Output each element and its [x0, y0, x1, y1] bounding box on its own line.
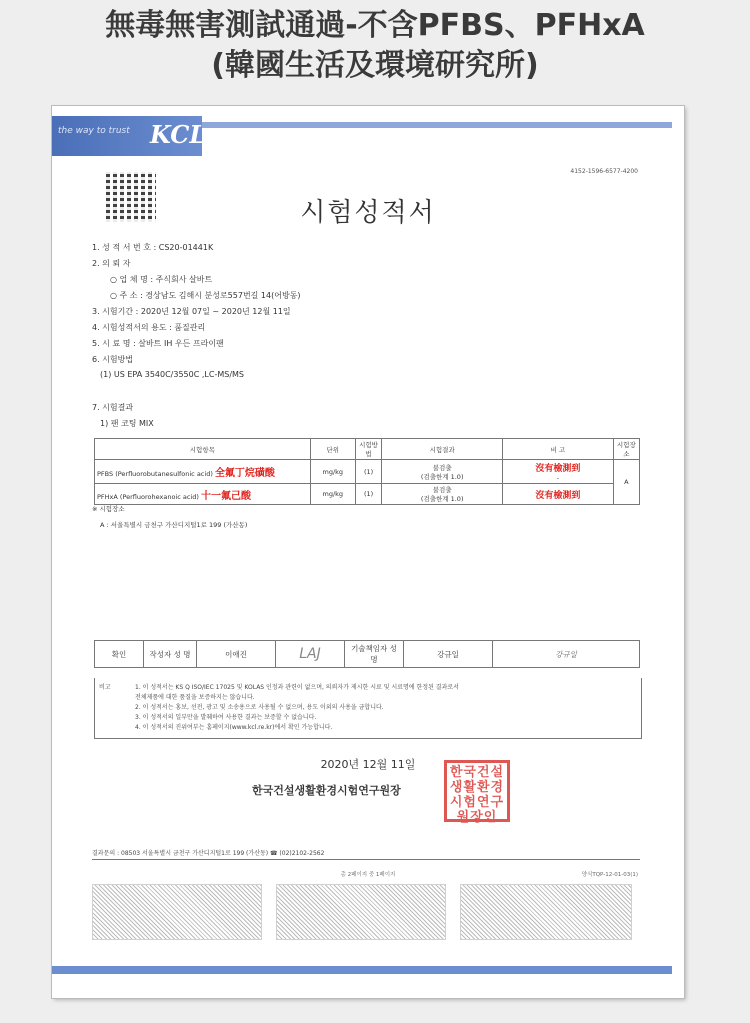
confirm-label: 확인: [95, 641, 144, 668]
writer-signature: LAJ: [276, 641, 345, 668]
result-limit: (검출한계 1.0): [420, 472, 464, 481]
field-company: ○ 업 체 명 : 주식회사 살바트: [110, 275, 213, 284]
row-remark: [503, 460, 613, 484]
row-unit: mg/kg: [310, 484, 355, 505]
seal-line: 원장인: [456, 810, 498, 825]
seal-line: 한국건설: [449, 765, 505, 780]
signature-table: [94, 640, 640, 668]
note-item: 3. 이 성적서의 일부만을 발췌하여 사용한 결과는 보증할 수 없습니다.: [135, 714, 317, 721]
security-pattern: [276, 884, 446, 940]
remark-value: 沒有檢測到: [535, 490, 581, 501]
place-note: A : 서울특별시 금천구 가산디지털1로 199 (가산동): [100, 521, 248, 529]
col-unit: 단위: [310, 439, 355, 460]
col-method: 시험방법: [355, 439, 381, 460]
field-report-number: 1. 성 적 서 번 호 : CS20-01441K: [92, 243, 214, 252]
field-test-period: 3. 시험기간 : 2020년 12월 07일 ~ 2020년 12월 11일: [92, 307, 291, 316]
field-sample: 5. 시 료 명 : 살바트 IH 우든 프라이팬: [92, 339, 224, 348]
footer-band: [52, 966, 672, 974]
col-remark: 비 고: [503, 439, 613, 460]
report-title: 시험성적서: [300, 198, 436, 228]
note-item: 1. 이 성적서는 KS Q ISO/IEC 17025 및 KOLAS 인정과 관련이 없으며, 의뢰자가 제시한 시료 및 시료명에 한정된 결과로서: [135, 684, 459, 691]
field-client: 2. 의 뢰 자: [92, 259, 131, 268]
contact-footer: 결과문의 : 08503 서울특별시 금천구 가산디지털1로 199 (가산동) ☎ (02)2102-2562: [92, 848, 640, 860]
row-method: (1): [355, 460, 381, 484]
row-item: [95, 484, 311, 505]
security-pattern: [460, 884, 632, 940]
brand-line: [202, 122, 672, 128]
seal-line: 시험연구: [449, 795, 505, 810]
tech-signature: 강규일: [493, 641, 640, 668]
field-result-sub: 1) 팬 코팅 MIX: [100, 419, 154, 428]
col-test-item: 시험항목: [95, 439, 311, 460]
result-limit: (검출한계 1.0): [420, 495, 464, 503]
field-test-method: 6. 시험방법: [92, 355, 134, 364]
item-name: PFHxA (Perfluorohexanoic acid): [97, 492, 199, 501]
notes-box: [94, 678, 642, 739]
page-count: 총 2페이지 중 1페이지: [340, 872, 396, 878]
writer-label: 작성자 성 명: [144, 641, 197, 668]
field-purpose: 4. 시험성적서의 용도 : 품질관리: [92, 323, 206, 332]
note-item: 4. 이 성적서의 진위여부는 홈페이지(www.kcl.re.kr)에서 확인 가능합니다.: [135, 724, 333, 731]
writer-name: 이애진: [197, 641, 276, 668]
col-result: 시험결과: [382, 439, 503, 460]
header-subtitle: (韓國生活及環境研究所): [211, 48, 539, 83]
table-row: [95, 460, 640, 484]
document-number: 4152-1596-6577-4200: [570, 168, 638, 175]
results-table: [94, 438, 640, 505]
row-result: [382, 484, 503, 505]
row-method: (1): [355, 484, 381, 505]
row-place: A: [613, 460, 639, 505]
field-address: ○ 주 소 : 경상남도 김해시 분성로557번길 14(어방동): [110, 291, 301, 300]
header-title: 無毒無害測試通過-不含PFBS、PFHxA: [105, 8, 645, 43]
header-band: [52, 116, 672, 156]
note-item: 2. 이 성적서는 홍보, 선전, 광고 및 소송용으로 사용될 수 없으며, 용도 이외의 사용을 금합니다.: [135, 704, 384, 711]
item-name-zh: 全氟丁烷磺酸: [214, 468, 275, 479]
table-row: [95, 484, 640, 505]
place-note-title: ※ 시험장소: [92, 505, 125, 513]
remark-dash: -: [556, 474, 560, 482]
notes-label: 비고: [99, 684, 111, 691]
table-header-row: [95, 439, 640, 460]
issue-date: 2020년 12월 11일: [320, 758, 416, 771]
note-item: 전체제품에 대한 품질을 보증하지는 않습니다.: [135, 694, 255, 701]
brand-slogan: the way to trust: [58, 126, 130, 136]
row-result: [382, 460, 503, 484]
kcl-logo: KCL: [150, 120, 207, 149]
page-header: [0, 6, 750, 86]
form-number: 양식TQP-12-01-03(1): [581, 872, 638, 878]
result-value: 불검출: [432, 463, 452, 472]
row-remark: [503, 484, 613, 505]
remark-value: 沒有檢測到: [535, 464, 581, 474]
row-unit: mg/kg: [310, 460, 355, 484]
security-pattern: [92, 884, 262, 940]
tech-label: 기술책임자 성 명: [345, 641, 404, 668]
result-value: 불검출: [432, 486, 452, 494]
item-name: PFBS (Perfluorobutanesulfonic acid): [97, 470, 213, 478]
row-item: [95, 460, 311, 484]
col-place: 시험장소: [613, 439, 639, 460]
tech-name: 강규일: [404, 641, 493, 668]
seal-line: 생활환경: [449, 780, 505, 795]
field-method-detail: (1) US EPA 3540C/3550C ,LC-MS/MS: [100, 370, 244, 379]
test-report-document: [52, 106, 684, 998]
field-results: 7. 시험결과: [92, 403, 134, 412]
organization-name: 한국건설생활환경시험연구원장: [252, 784, 401, 797]
item-name-zh: 十一氟己酸: [200, 490, 251, 502]
signature-row: [95, 641, 640, 668]
official-seal-icon: [444, 760, 510, 825]
